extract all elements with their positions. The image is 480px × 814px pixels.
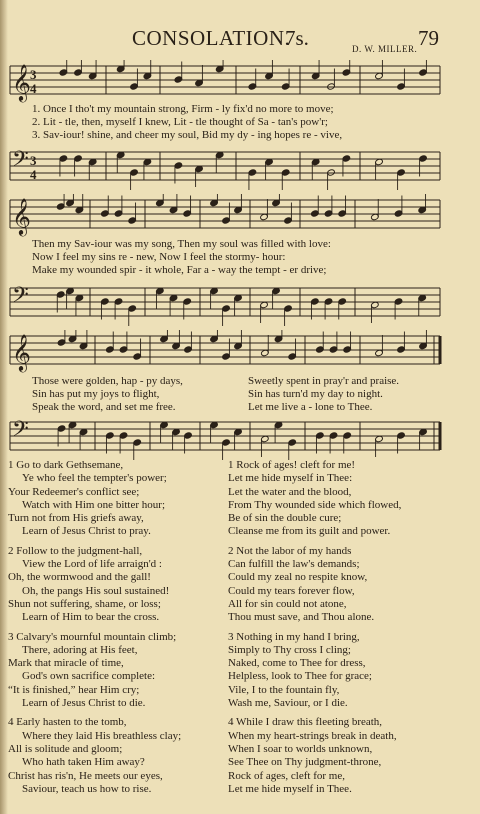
treble-clef-icon: 𝄞 xyxy=(12,63,31,101)
stanza-line: Let me hide myself in Thee. xyxy=(228,782,352,795)
stanza-line: When my heart-strings break in death, xyxy=(228,729,397,742)
page-header xyxy=(0,26,480,56)
system-1-bass-staff xyxy=(0,146,480,190)
stanza-line: From Thy wounded side which flowed, xyxy=(228,498,402,511)
stanza-line: Rock of ages, cleft for me, xyxy=(228,769,345,782)
stanza-line: View the Lord of life arraign'd : xyxy=(22,558,162,571)
composer-credit: D. W. MILLER. xyxy=(352,44,418,54)
stanza-line: Learn of Jesus Christ to pray. xyxy=(22,525,151,538)
time-signature-bottom: 4 xyxy=(30,167,37,182)
stanza-line: Cleanse me from its guilt and power. xyxy=(228,525,391,538)
treble-clef-icon: 𝄞 xyxy=(12,333,31,371)
stanza-line: 1 Rock of ages! cleft for me! xyxy=(228,459,356,471)
stanza-line: 3 Calvary's mournful mountain climb; xyxy=(8,630,177,643)
stanza xyxy=(228,716,473,796)
stanza-line: Naked, come to Thee for dress, xyxy=(228,657,366,670)
stanza-line: Helpless, look to Thee for grace; xyxy=(228,670,372,683)
stanza-line: Wash me, Saviour, or I die. xyxy=(228,697,348,710)
stanza-line: Ye who feel the tempter's power; xyxy=(22,472,167,485)
stanza xyxy=(8,716,228,796)
system-2-lyric-3: Make my wounded spir - it whole, Far a - way the tempt - er drive; xyxy=(32,264,327,276)
stanza-line: Where they laid His breathless clay; xyxy=(22,729,182,742)
time-signature-top: 3 xyxy=(30,67,37,82)
stanza-line: See Thee on Thy judgment-throne, xyxy=(228,756,382,769)
system-3-lyric-right-3: Let me live a - lone to Thee. xyxy=(248,401,373,413)
stanza xyxy=(8,545,228,625)
system-3-lyric-left-1: Those were golden, hap - py days, xyxy=(32,375,183,387)
system-3-bass-staff xyxy=(0,416,480,460)
hymn-meter: 7s. xyxy=(285,26,309,50)
hymn-text-right-column xyxy=(228,459,473,802)
stanza-line: 2 Follow to the judgment-hall, xyxy=(8,544,143,557)
stanza xyxy=(8,459,228,539)
time-signature-bottom: 4 xyxy=(30,81,37,96)
stanza-line: Who hath taken Him away? xyxy=(22,756,145,769)
stanza-line: Could my tears forever flow, xyxy=(228,584,355,597)
page-binding-edge xyxy=(0,0,8,814)
system-2-treble-staff xyxy=(0,194,480,238)
treble-clef-icon: 𝄞 xyxy=(12,197,31,235)
hymn-text-left-column xyxy=(8,459,228,802)
bass-clef-icon: 𝄢 xyxy=(12,283,29,313)
stanza-line: “It is finished,” hear Him cry; xyxy=(8,683,140,696)
stanza-line: God's own sacrifice complete: xyxy=(22,670,156,683)
system-2-lyric-1: Then my Sav-iour was my song, Then my soul was filled with love: xyxy=(32,238,331,250)
system-2-lyric-2: Now I feel my sins re - new, Now I feel the stormy- hour: xyxy=(32,251,286,263)
bass-clef-icon: 𝄢 xyxy=(12,417,29,447)
stanza-line: Learn of Jesus Christ to die. xyxy=(22,697,146,710)
stanza-line: Mark that miracle of time, xyxy=(8,657,124,670)
stanza-line: Thou must save, and Thou alone. xyxy=(228,611,375,624)
system-1-lyric-2: 2. Lit - tle, then, myself I knew, Lit - tle thought of Sa - tan's pow'r; xyxy=(32,116,328,128)
system-3-lyric-right-2: Sin has turn'd my day to night. xyxy=(248,388,383,400)
stanza xyxy=(8,631,228,711)
bass-clef-icon: 𝄢 xyxy=(12,147,29,177)
stanza-line: Saviour, teach us how to rise. xyxy=(22,782,152,795)
system-2-bass-staff xyxy=(0,282,480,326)
stanza-line: Let the water and the blood, xyxy=(228,485,352,498)
stanza xyxy=(228,459,473,539)
stanza-line: 1 Go to dark Gethsemane, xyxy=(8,459,124,471)
stanza xyxy=(228,631,473,711)
system-3-treble-staff xyxy=(0,330,480,374)
stanza-line: Can fulfill the law's demands; xyxy=(228,558,360,571)
stanza-line: All for sin could not atone, xyxy=(228,597,347,610)
stanza-line: Oh, the pangs His soul sustained! xyxy=(22,584,170,597)
stanza-line: When I soar to worlds unknown, xyxy=(228,742,373,755)
stanza-line: 4 Early hasten to the tomb, xyxy=(8,716,127,729)
stanza-line: Christ has ris'n, He meets our eyes, xyxy=(8,769,163,782)
stanza-line: Learn of Him to bear the cross. xyxy=(22,611,160,624)
stanza-line: All is solitude and gloom; xyxy=(8,742,123,755)
system-1-lyric-3: 3. Sav-iour! shine, and cheer my soul, Bid my dy - ing hopes re - vive, xyxy=(32,129,343,141)
stanza-line: Turn not from His griefs away, xyxy=(8,512,144,525)
page-number: 79 xyxy=(418,26,439,50)
system-3-lyric-right-1: Sweetly spent in pray'r and praise. xyxy=(248,375,400,387)
stanza-line: Vile, I to the fountain fly, xyxy=(228,683,340,696)
stanza-line: 3 Nothing in my hand I bring, xyxy=(228,630,360,643)
stanza-line: 2 Not the labor of my hands xyxy=(228,544,352,557)
system-3-lyric-left-2: Sin has put my joys to flight, xyxy=(32,388,160,400)
stanza-line: Your Redeemer's conflict see; xyxy=(8,485,140,498)
system-3-lyric-left-3: Speak the word, and set me free. xyxy=(32,401,176,413)
stanza-line: Be of sin the double cure; xyxy=(228,512,342,525)
stanza-line: Watch with Him one bitter hour; xyxy=(22,498,165,511)
stanza-line: Simply to Thy cross I cling; xyxy=(228,643,351,656)
stanza-line: Shun not suffering, shame, or loss; xyxy=(8,597,161,610)
stanza-line: There, adoring at His feet, xyxy=(22,643,138,656)
system-1-treble-staff xyxy=(0,60,480,104)
hymn-title: CONSOLATION. xyxy=(132,26,291,50)
stanza xyxy=(228,545,473,625)
stanza-line: 4 While I draw this fleeting breath, xyxy=(228,716,383,729)
time-signature-top: 3 xyxy=(30,153,37,168)
stanza-line: Oh, the wormwood and the gall! xyxy=(8,571,151,584)
system-1-lyric-1: 1. Once I tho't my mountain strong, Firm - ly fix'd no more to move; xyxy=(32,103,334,115)
stanza-line: Let me hide myself in Thee: xyxy=(228,472,353,485)
stanza-line: Could my zeal no respite know, xyxy=(228,571,368,584)
